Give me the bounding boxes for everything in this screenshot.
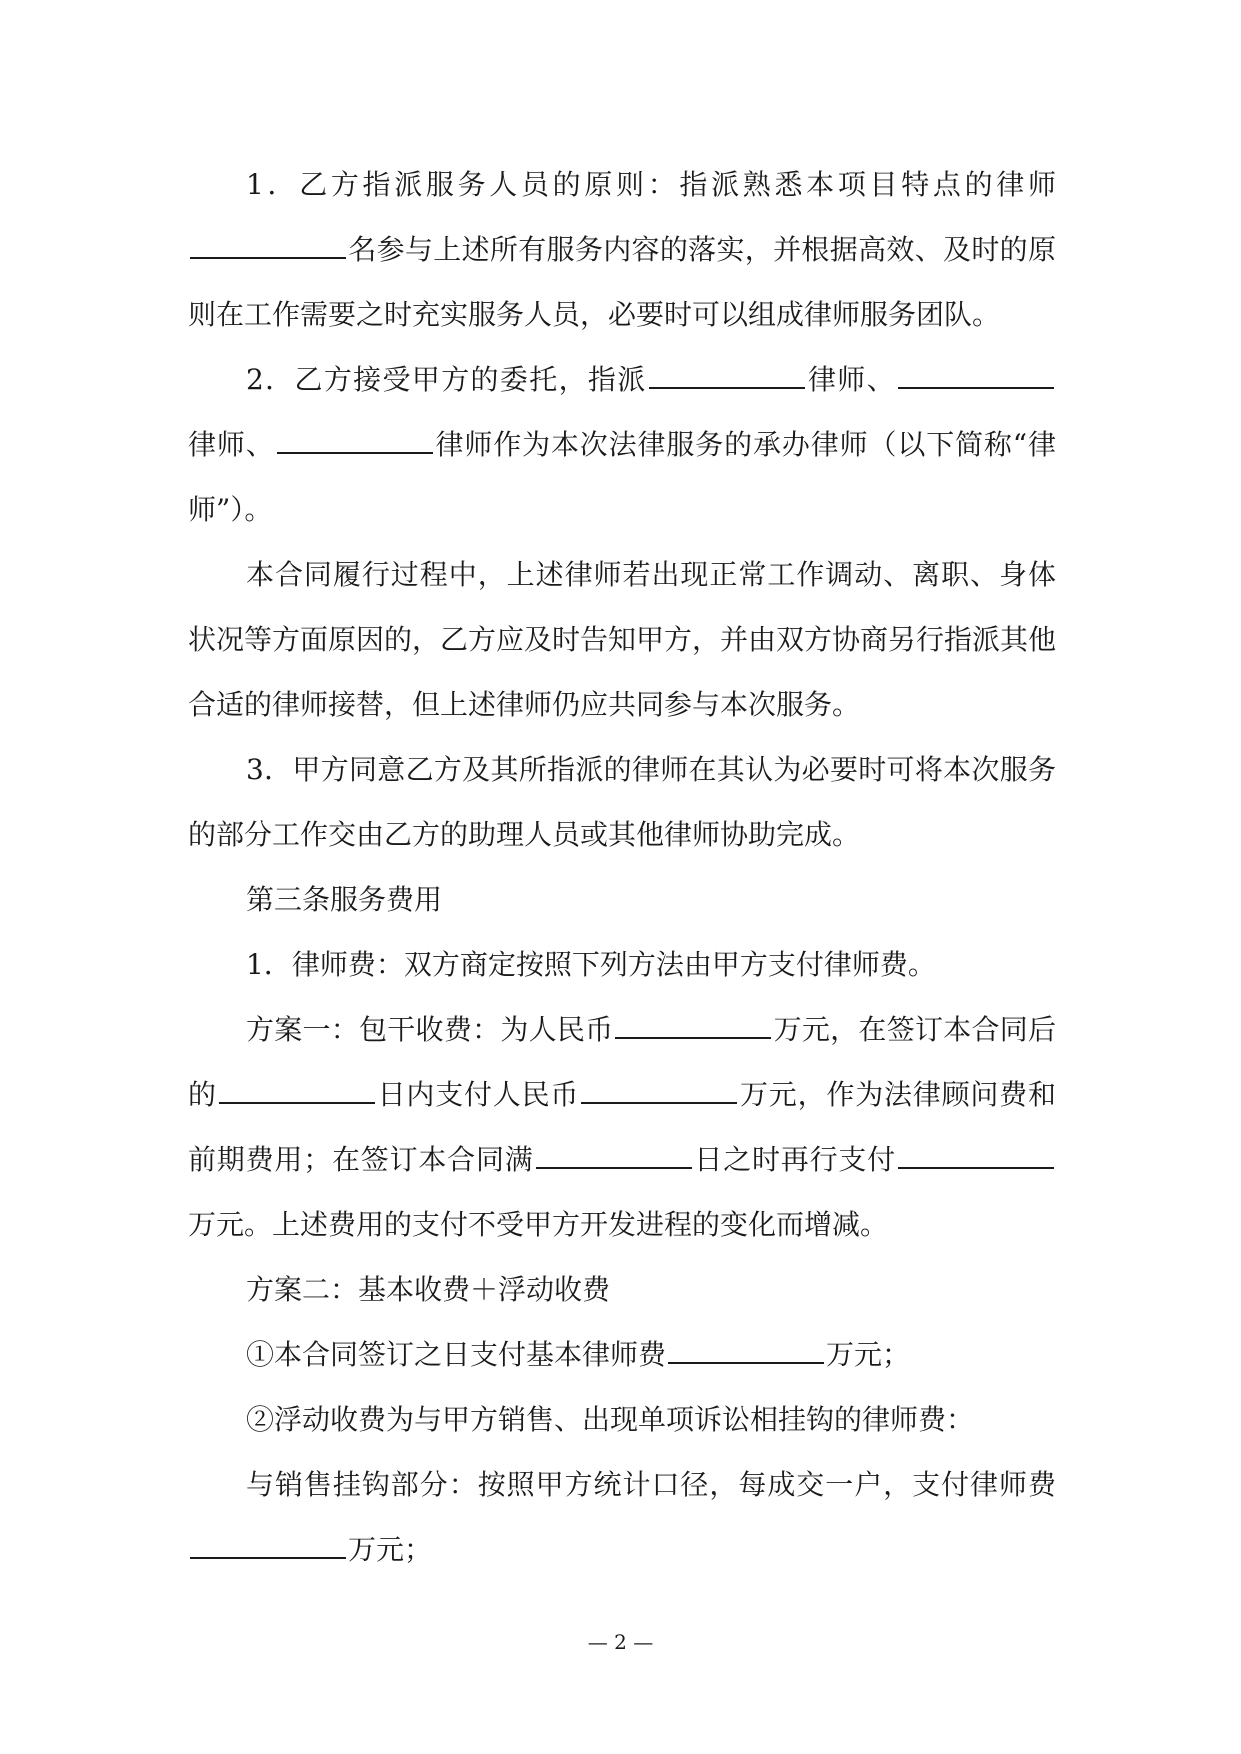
text: ①本合同签订之日支付基本律师费 [246,1338,667,1371]
text: 律师作为本次法律服务的承办律师（以下简称“律师”）。 [188,428,1056,526]
paragraph-2 [188,347,1056,542]
fill-blank [668,1336,824,1364]
text: 万元。上述费用的支付不受甲方开发进程的变化而增减。 [188,1208,889,1241]
text: 律师、 [188,428,275,461]
fill-blank [277,426,433,454]
paragraph-9 [188,1322,1056,1387]
text: 与销售挂钩部分：按照甲方统计口径，每成交一户，支付律师费 [246,1468,1056,1501]
paragraph-8: 方案二：基本收费＋浮动收费 [246,1273,611,1306]
text: 万元； [826,1338,911,1371]
fill-blank [615,1011,771,1039]
document-body [188,152,1056,1582]
text: 万元，作为法律顾问费和前期费用；在签订本合同满 [188,1078,1056,1176]
fill-blank [536,1141,692,1169]
paragraph-6: 1．律师费：双方商定按照下列方法由甲方支付律师费。 [246,948,936,981]
paragraph-7 [188,997,1056,1257]
section-heading: 第三条服务费用 [246,883,443,916]
page-number: — 2 — [587,1630,654,1654]
text: 日内支付人民币 [376,1078,580,1111]
text: 2．乙方接受甲方的委托，指派 [246,363,647,396]
text: 方案一：包干收费：为人民币 [246,1013,614,1046]
paragraph-4: 3．甲方同意乙方及其所指派的律师在其认为必要时可将本次服务的部分工作交由乙方的助理人员或其他律师协助完成。 [188,753,1056,851]
fill-blank [581,1076,737,1104]
text: 名参与上述所有服务内容的落实，并根据高效、及时的原则在工作需要之时充实服务人员，必要时可以组成律师服务团队。 [188,233,1056,331]
fill-blank [898,1141,1054,1169]
fill-blank [190,231,346,259]
text: 1．乙方指派服务人员的原则：指派熟悉本项目特点的律师 [246,168,1056,201]
paragraph-11 [188,1452,1056,1582]
text: 律师、 [806,363,896,396]
fill-blank [219,1076,375,1104]
paragraph-1 [188,152,1056,347]
paragraph-10: ②浮动收费为与甲方销售、出现单项诉讼相挂钩的律师费： [246,1403,975,1436]
paragraph-3: 本合同履行过程中，上述律师若出现正常工作调动、离职、身体状况等方面原因的，乙方应及时告知甲方，并由双方协商另行指派其他合适的律师接替，但上述律师仍应共同参与本次服务。 [188,558,1057,721]
fill-blank [898,361,1054,389]
text: 日之时再行支付 [693,1143,896,1176]
fill-blank [649,361,805,389]
text: 万元； [348,1533,433,1566]
text: 万元，在签订本合同后的 [188,1013,1056,1111]
fill-blank [190,1531,346,1559]
